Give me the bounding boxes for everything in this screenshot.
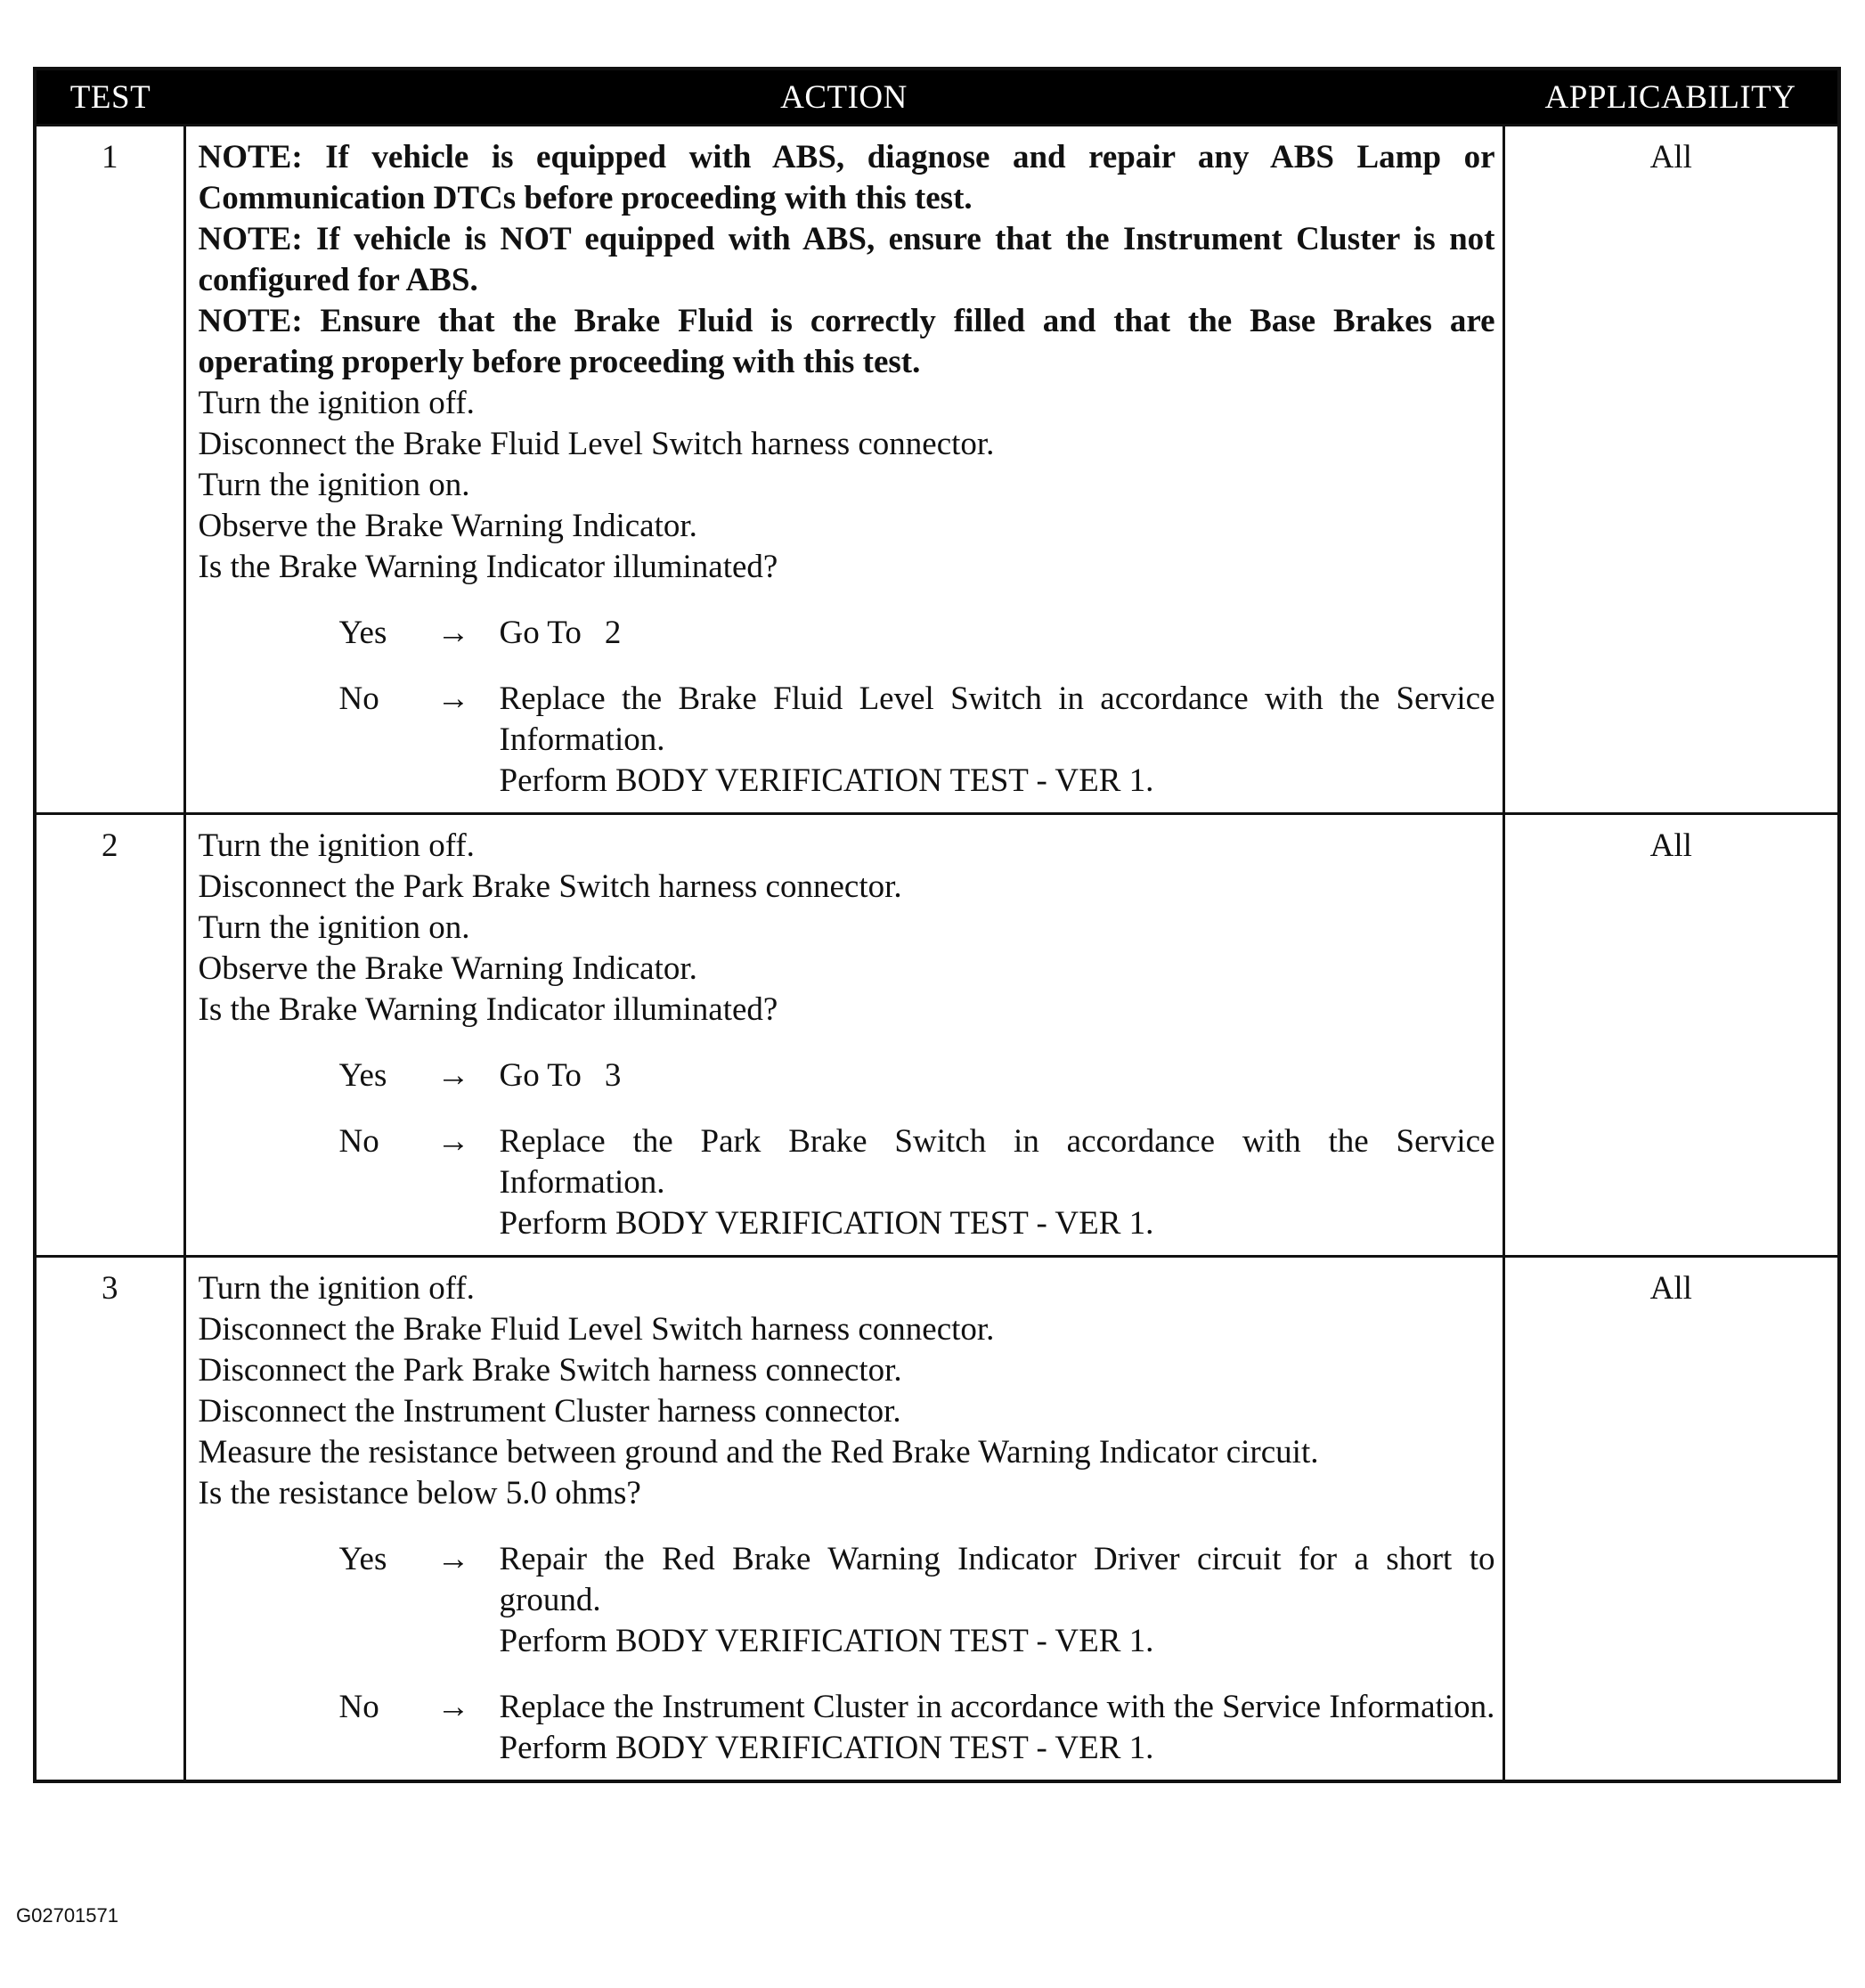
table-header-row [35, 69, 1839, 126]
no-branch [199, 1687, 1495, 1769]
branch-instructions [500, 679, 1495, 802]
result-branches [199, 613, 1495, 802]
action-cell [184, 126, 1503, 814]
arrow-icon: → [436, 615, 470, 651]
step-text: Disconnect the Park Brake Switch harness connector. [198, 868, 902, 905]
step-text: Turn the ignition off. [198, 385, 475, 421]
goto-text: Go To [499, 1057, 582, 1094]
arrow-icon: → [436, 1057, 470, 1094]
step-text: Disconnect the Brake Fluid Level Switch harness connector. [198, 1311, 995, 1348]
header-test: TEST [35, 69, 184, 126]
header-applicability: APPLICABILITY [1503, 69, 1839, 126]
no-label: No [338, 680, 379, 717]
header-action: ACTION [184, 69, 1503, 126]
action-cell [184, 1257, 1503, 1782]
test-number: 2 [35, 814, 184, 1257]
no-branch [199, 679, 1495, 802]
branch-line: Repair the Red Brake Warning Indicator Driver circuit for a short to ground. [499, 1541, 1495, 1618]
branch-instructions [500, 1687, 1495, 1769]
diagnostic-test-table [33, 67, 1841, 1783]
step-text: Is the Brake Warning Indicator illuminated? [198, 991, 778, 1028]
action-cell [184, 814, 1503, 1257]
step-text: Disconnect the Instrument Cluster harness connector. [198, 1393, 901, 1430]
step-text: Turn the ignition on. [198, 467, 470, 503]
goto-test-number: 3 [604, 1057, 622, 1094]
test-number: 3 [35, 1257, 184, 1782]
no-label: No [338, 1689, 379, 1725]
yes-label: Yes [338, 1541, 387, 1577]
step-text: Disconnect the Park Brake Switch harness connector. [198, 1352, 902, 1389]
test-number: 1 [35, 126, 184, 814]
branch-line: Replace the Park Brake Switch in accordance with the Service Information. [499, 1123, 1495, 1201]
step-text: Turn the ignition off. [198, 827, 475, 864]
branch-line: Perform BODY VERIFICATION TEST - VER 1. [499, 1623, 1154, 1659]
arrow-icon: → [436, 1123, 470, 1160]
yes-label: Yes [338, 615, 387, 651]
goto-instruction [500, 1055, 1495, 1096]
branch-line: Perform BODY VERIFICATION TEST - VER 1. [499, 1730, 1154, 1766]
branch-instructions [500, 1539, 1495, 1662]
figure-id: G02701571 [16, 1904, 118, 1927]
step-text: Observe the Brake Warning Indicator. [198, 950, 697, 987]
arrow-icon: → [436, 1541, 470, 1577]
branch-line: Perform BODY VERIFICATION TEST - VER 1. [499, 1205, 1154, 1242]
applicability-value: All [1503, 814, 1839, 1257]
yes-branch [199, 1539, 1495, 1662]
applicability-value: All [1503, 126, 1839, 814]
step-text: Measure the resistance between ground and the Red Brake Warning Indicator circuit. [198, 1434, 1319, 1471]
goto-instruction [500, 613, 1495, 654]
no-label: No [338, 1123, 379, 1160]
applicability-value: All [1503, 1257, 1839, 1782]
step-text: Turn the ignition off. [198, 1270, 475, 1307]
branch-line: Replace the Brake Fluid Level Switch in accordance with the Service Information. [499, 680, 1495, 758]
table-row [35, 1257, 1839, 1782]
goto-test-number: 2 [604, 615, 622, 651]
result-branches [199, 1539, 1495, 1769]
step-text: Is the Brake Warning Indicator illuminated? [198, 549, 778, 585]
yes-branch [199, 1055, 1495, 1096]
no-branch [199, 1121, 1495, 1244]
step-text: Turn the ignition on. [198, 909, 470, 946]
arrow-icon: → [436, 680, 470, 717]
note-text: NOTE: If vehicle is equipped with ABS, diagnose and repair any ABS Lamp or Communication DTCs before proceeding with this test. [198, 139, 1495, 216]
step-text: Disconnect the Brake Fluid Level Switch harness connector. [198, 426, 995, 462]
step-text: Observe the Brake Warning Indicator. [198, 508, 697, 544]
table-row [35, 814, 1839, 1257]
note-text: NOTE: Ensure that the Brake Fluid is correctly filled and that the Base Brakes are operating properly before proceeding with this test. [198, 303, 1495, 380]
diagnostic-sheet [33, 67, 1837, 1783]
result-branches [199, 1055, 1495, 1244]
note-text: NOTE: If vehicle is NOT equipped with ABS, ensure that the Instrument Cluster is not configured for ABS. [198, 221, 1495, 298]
branch-line: Replace the Instrument Cluster in accordance with the Service Information. [499, 1689, 1495, 1725]
branch-instructions [500, 1121, 1495, 1244]
branch-line: Perform BODY VERIFICATION TEST - VER 1. [499, 762, 1154, 799]
table-row [35, 126, 1839, 814]
goto-text: Go To [499, 615, 582, 651]
step-text: Is the resistance below 5.0 ohms? [198, 1475, 641, 1511]
yes-label: Yes [338, 1057, 387, 1094]
arrow-icon: → [436, 1689, 470, 1725]
yes-branch [199, 613, 1495, 654]
